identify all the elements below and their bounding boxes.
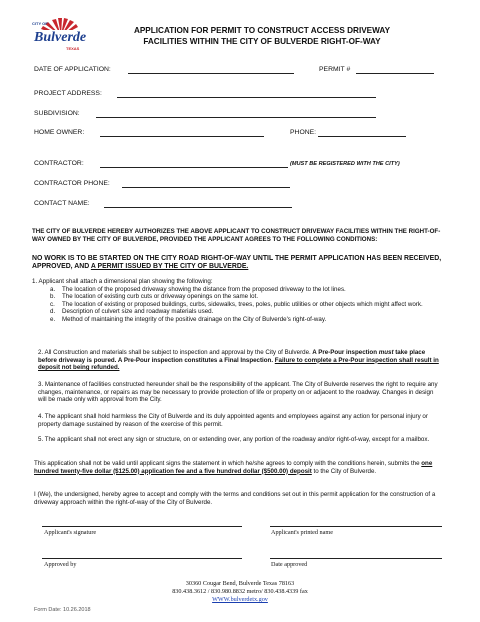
contractor-phone-field[interactable]: [122, 187, 290, 188]
date-approved-line[interactable]: [270, 558, 442, 559]
condition-1-item: [32, 301, 442, 309]
title-line-2: FACILITIES WITHIN THE CITY OF BULVERDE RIGHT-OF-WAY: [143, 37, 381, 46]
condition-1-item-letter: c.: [50, 300, 55, 308]
title-line-1: APPLICATION FOR PERMIT TO CONSTRUCT ACCESS DRIVEWAY: [133, 26, 391, 35]
validity-paragraph: [34, 460, 444, 475]
condition-1-sublist: [32, 286, 442, 324]
condition-1-item: [32, 316, 442, 324]
condition-1-item-text: Method of maintaining the integrity of the positive drainage on the City of Bulverde's right-of-way.: [62, 315, 327, 323]
condition-1-item-text: The location of existing curb cuts or driveway openings on the same lot.: [62, 293, 259, 301]
page-title: [92, 25, 432, 47]
condition-4: 4. The applicant shall hold harmless the City of Bulverde and its duly appointed agents and employees against any action for personal injury or property damage sustained by reason of the exercise of this permit.: [38, 413, 428, 428]
contractor-field[interactable]: [100, 167, 288, 168]
footer-phones: 830.438.3612 / 830.980.8832 metro/ 830.438.4339 fax: [172, 588, 308, 595]
condition-1: [32, 278, 442, 324]
condition-1-item: [32, 293, 442, 301]
logo-name: Bulverde: [34, 30, 87, 45]
condition-1-item-text: The location of the proposed driveway showing the distance from the proposed driveway to the lot lines.: [62, 285, 346, 293]
applicant-printed-name-label: Applicant's printed name: [271, 529, 333, 536]
condition-2-lead: 2. All Construction and materials shall be subject to inspection and approval by the City of Bulverde.: [38, 349, 311, 356]
warning-underlined: A PERMIT ISSUED BY THE CITY OF BULVERDE.: [90, 263, 249, 271]
phone-field[interactable]: [318, 136, 406, 137]
validity-lead: This application shall not be valid until applicant signs the statement in which he/she agrees to comply with the conditions herein, submits the: [34, 460, 422, 467]
intro-paragraph: THE CITY OF BULVERDE HEREBY AUTHORIZES THE ABOVE APPLICANT TO CONSTRUCT DRIVEWAY FACILITIES WITHIN THE RIGHT-OF-WAY OWNED BY THE CITY OF BULVERDE, PROVIDED THE APPLICANT AGREES TO THE FOLLOWING CONDITIONS:: [32, 228, 441, 243]
condition-1-item: [32, 286, 442, 294]
validity-tail: to the City of Bulverde.: [311, 467, 377, 475]
contact-name-field[interactable]: [104, 207, 292, 208]
footer-address: 30360 Cougar Bend, Bulverde Texas 78163: [185, 580, 295, 587]
date-of-application-label: DATE OF APPLICATION:: [34, 66, 111, 73]
condition-2: [38, 349, 442, 372]
project-address-field[interactable]: [117, 97, 376, 98]
agreement-paragraph: I (We), the undersigned, hereby agree to accept and comply with the terms and conditions set out in this permit application for the construction of a driveway approach within the right-of-way of the City of Bulverde.: [34, 491, 436, 506]
home-owner-field[interactable]: [100, 136, 264, 137]
condition-1-item-letter: a.: [50, 285, 56, 293]
warning-text: NO WORK IS TO BE STARTED ON THE CITY ROAD RIGHT-OF-WAY UNTIL THE PERMIT APPLICATION HAS BEEN RECEIVED, APPROVED, AND: [32, 255, 442, 271]
contact-name-label: CONTACT NAME:: [34, 200, 90, 207]
condition-2-bold: A Pre-Pour inspection: [310, 349, 379, 356]
contractor-label: CONTRACTOR:: [34, 160, 84, 167]
date-approved-label: Date approved: [271, 561, 308, 568]
contractor-note: (MUST BE REGISTERED WITH THE CITY): [290, 161, 400, 167]
project-address-label: PROJECT ADDRESS:: [34, 90, 102, 97]
subdivision-label: SUBDIVISION:: [34, 110, 80, 117]
footer-website-link[interactable]: WWW.bulverdetx.gov: [212, 596, 268, 603]
condition-1-item-letter: b.: [50, 293, 56, 301]
condition-2-bold-2: take place before driveway is poured. A Pre-Pour inspection constitutes a Final Inspection.: [38, 349, 426, 364]
condition-2-underlined: Failure to complete a Pre-Pour inspection shall result in deposit not being refunded.: [38, 356, 439, 372]
condition-2-must: must: [378, 349, 394, 356]
condition-1-item-text: Description of culvert size and roadway materials used.: [62, 308, 214, 316]
condition-1-item: [32, 308, 442, 316]
permit-number-field[interactable]: [356, 73, 434, 74]
subdivision-field[interactable]: [96, 117, 376, 118]
logo-state: TEXAS: [66, 46, 80, 51]
home-owner-label: HOME OWNER:: [34, 129, 85, 136]
condition-1-item-letter: d.: [50, 308, 56, 316]
condition-5: 5. The applicant shall not erect any sign or structure, on or extending over, any portion of the roadway and/or right-of-way, except for a mailbox.: [38, 436, 430, 443]
logo-city-word: CITY OF: [32, 21, 48, 26]
date-of-application-field[interactable]: [128, 73, 294, 74]
footer: [0, 580, 480, 604]
applicant-signature-label: Applicant's signature: [44, 529, 97, 536]
applicant-signature-line[interactable]: [42, 526, 242, 527]
condition-1-item-letter: e.: [50, 315, 56, 323]
warning-paragraph: [32, 255, 442, 272]
applicant-printed-name-line[interactable]: [270, 526, 442, 527]
city-logo: [32, 16, 90, 56]
permit-number-label: PERMIT #: [319, 66, 351, 73]
validity-fee: one hundred twenty-five dollar ($125.00) application fee and a five hundred dollar ($500.00) deposit: [34, 460, 433, 475]
condition-3: 3. Maintenance of facilities constructed hereunder shall be the responsibility of the applicant. The City of Bulverde reserves the right to require any changes, maintenance, or repairs as may be necessary to provide protection of life or property on or adjacent to the roadway. Changes in design will be made only with approval from the City.: [38, 381, 438, 404]
phone-label: PHONE:: [290, 129, 317, 136]
contractor-phone-label: CONTRACTOR PHONE:: [34, 180, 110, 187]
form-date: Form Date: 10.26.2018: [34, 607, 91, 613]
condition-1-item-text: The location of existing or proposed buildings, curbs, sidewalks, trees, poles, public utilities or other objects which might affect work.: [62, 300, 423, 308]
approved-by-line[interactable]: [42, 558, 242, 559]
approved-by-label: Approved by: [44, 561, 77, 568]
condition-1-text: 1. Applicant shall attach a dimensional plan showing the following:: [32, 278, 213, 285]
